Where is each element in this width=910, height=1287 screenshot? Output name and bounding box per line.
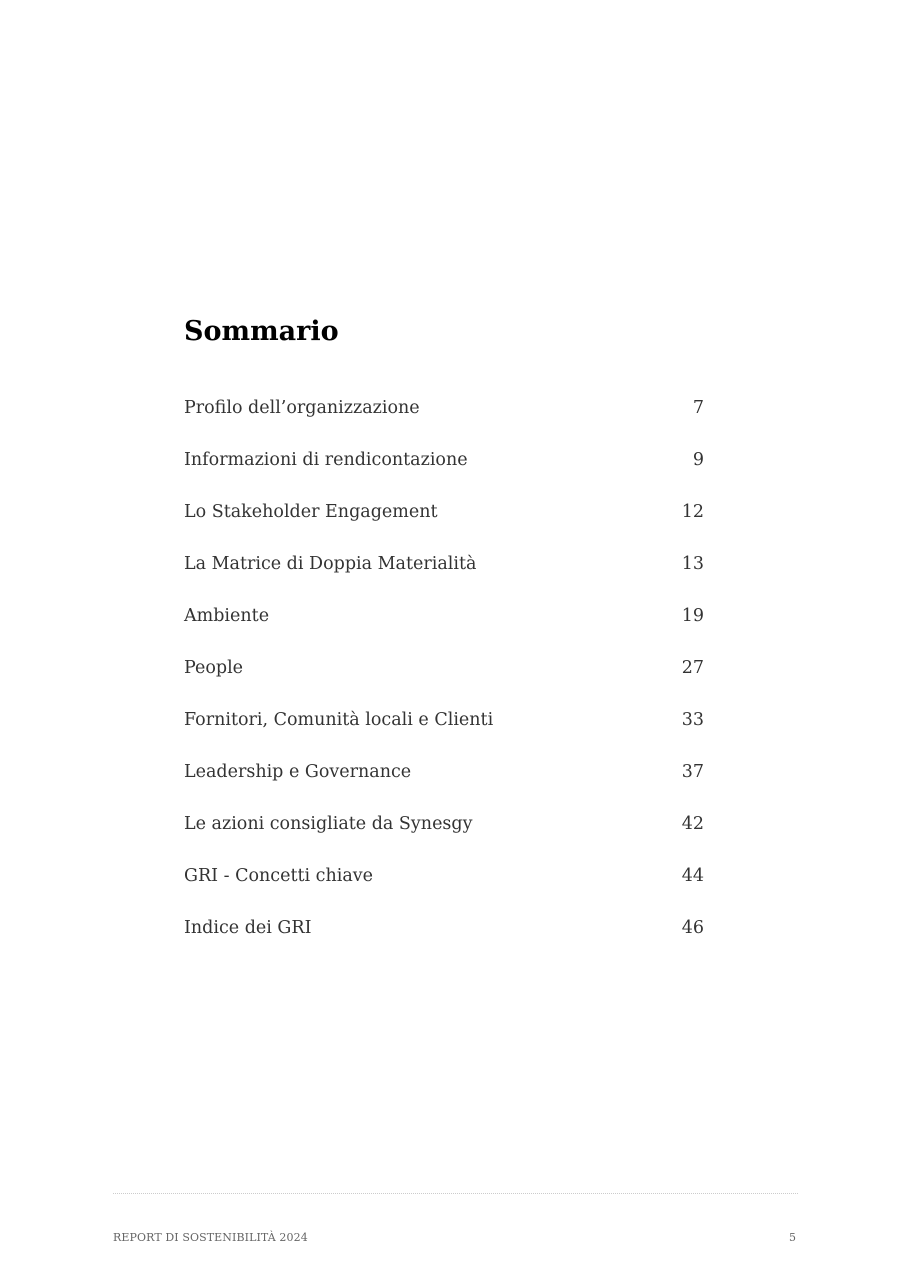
toc-entry-label: Ambiente — [184, 606, 270, 626]
toc-entry-page: 42 — [681, 814, 704, 834]
toc-entry[interactable] — [184, 756, 704, 808]
toc-entry-page: 19 — [681, 606, 704, 626]
toc-entry-label: Le azioni consigliate da Synesgy — [184, 814, 473, 834]
footer-page-number: 5 — [789, 1231, 796, 1244]
toc-entry-label: Profilo dell’organizzazione — [184, 398, 420, 418]
toc-entry-label: Leadership e Governance — [184, 762, 412, 782]
toc-entry-page: 33 — [681, 710, 704, 730]
toc-entry-page: 37 — [681, 762, 704, 782]
toc-entry[interactable] — [184, 808, 704, 860]
toc-entry[interactable] — [184, 392, 704, 444]
table-of-contents — [184, 392, 704, 964]
toc-entry[interactable] — [184, 548, 704, 600]
toc-entry-label: Fornitori, Comunità locali e Clienti — [184, 710, 494, 730]
page-title: Sommario — [184, 316, 339, 347]
toc-entry-label: Indice dei GRI — [184, 918, 312, 938]
toc-entry-label: Lo Stakeholder Engagement — [184, 502, 438, 522]
toc-entry-page: 7 — [692, 398, 704, 418]
toc-entry[interactable] — [184, 704, 704, 756]
toc-entry-page: 13 — [681, 554, 704, 574]
toc-entry[interactable] — [184, 912, 704, 964]
toc-entry[interactable] — [184, 652, 704, 704]
toc-entry-page: 27 — [681, 658, 704, 678]
toc-entry[interactable] — [184, 444, 704, 496]
toc-entry-page: 44 — [681, 866, 704, 886]
toc-entry[interactable] — [184, 600, 704, 652]
toc-entry-page: 46 — [681, 918, 704, 938]
toc-entry-label: People — [184, 658, 244, 678]
toc-entry-label: Informazioni di rendicontazione — [184, 450, 468, 470]
toc-entry[interactable] — [184, 860, 704, 912]
toc-entry-label: GRI - Concetti chiave — [184, 866, 374, 886]
toc-entry[interactable] — [184, 496, 704, 548]
footer-divider — [113, 1193, 798, 1194]
toc-entry-label: La Matrice di Doppia Materialità — [184, 554, 477, 574]
toc-entry-page: 12 — [681, 502, 704, 522]
toc-entry-page: 9 — [692, 450, 704, 470]
footer-report-name: REPORT DI SOSTENIBILITÀ 2024 — [113, 1231, 308, 1244]
